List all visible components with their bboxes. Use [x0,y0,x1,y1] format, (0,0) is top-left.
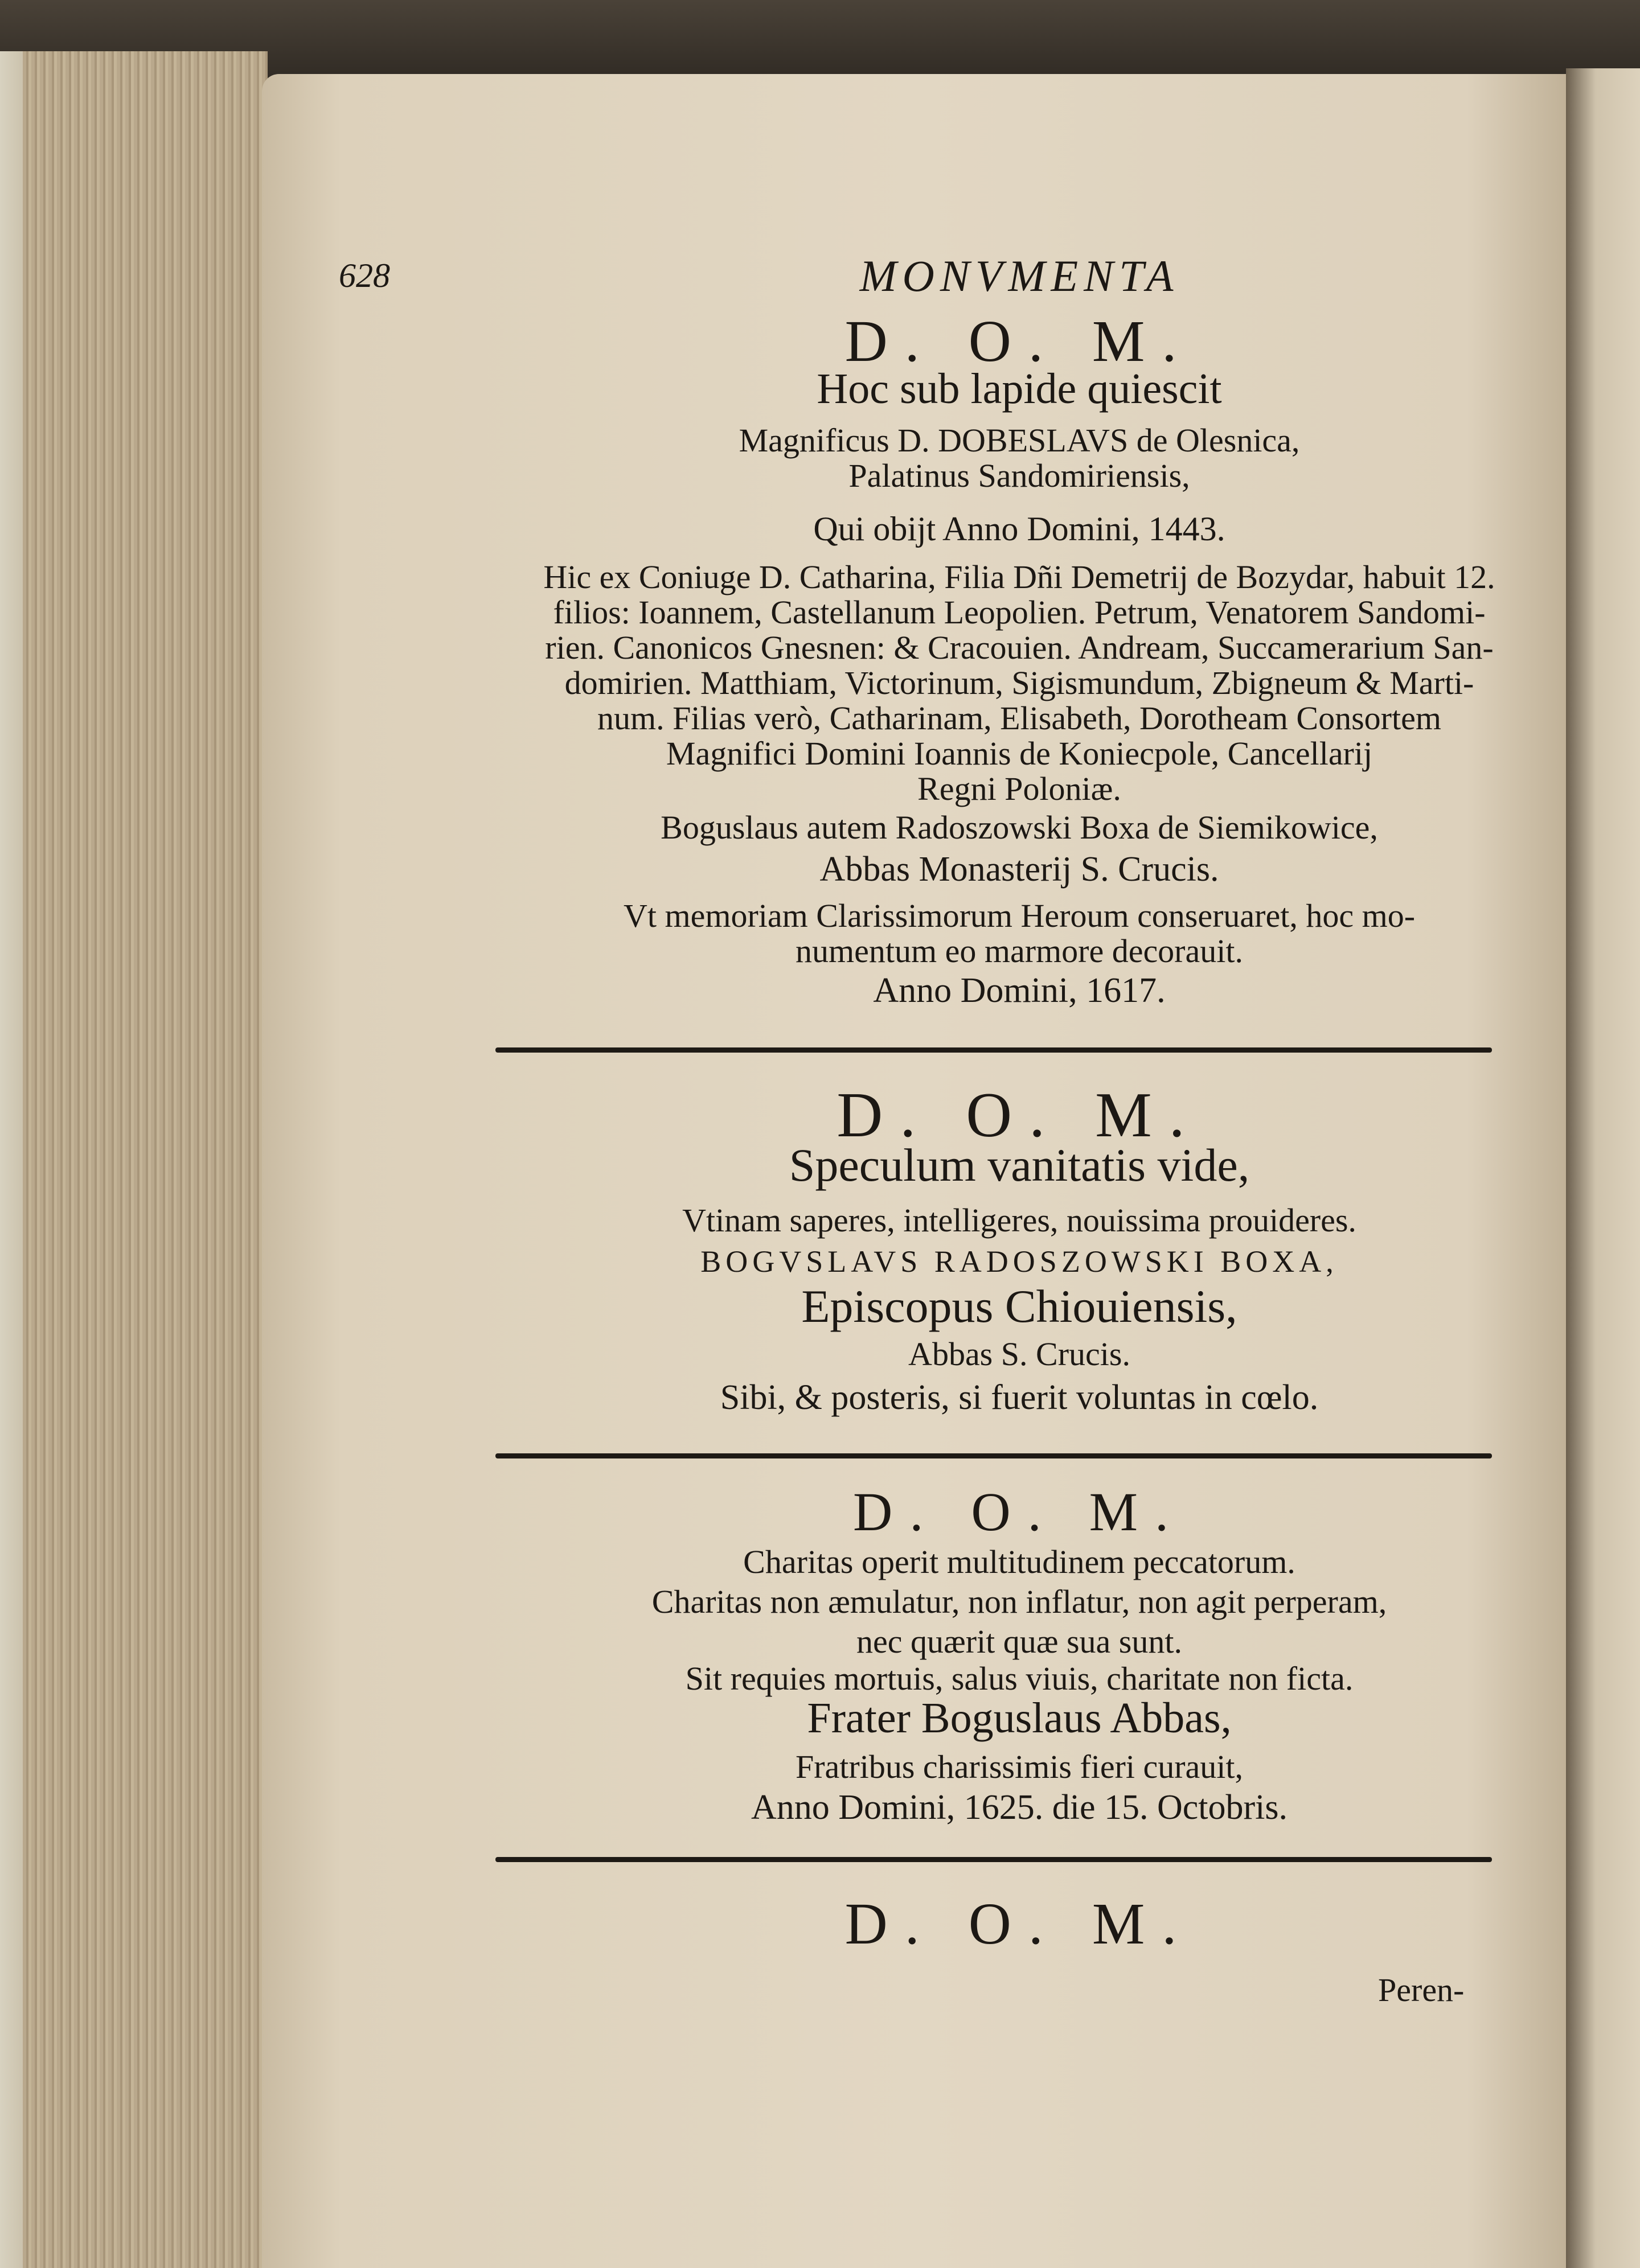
inscription1-line: domirien. Matthiam, Victorinum, Sigismundum, Zbigneum & Marti- [564,664,1474,701]
inscription1-dom: D. O. M. [844,309,1194,374]
inscription2-name: BOGVSLAVS RADOSZOWSKI BOXA, [700,1244,1338,1279]
inscription3-line: Charitas operit multitudinem peccatorum. [743,1543,1295,1580]
inscription2-line: Abbas S. Crucis. [908,1336,1130,1373]
inscription2-dom: D. O. M. [837,1080,1202,1151]
inscription1-line: Vt memoriam Clarissimorum Heroum conseruaret, hoc mo- [623,897,1416,934]
inscription1-title: Hoc sub lapide quiescit [817,365,1222,413]
inscription3-line: Sit requies mortuis, salus viuis, charitate non ficta. [685,1660,1354,1697]
catchword: Peren- [1378,1971,1465,2008]
inscription3-line: nec quærit quæ sua sunt. [856,1623,1182,1660]
inscription1-line: Magnificus D. DOBESLAVS de Olesnica, [739,422,1300,459]
inscription1-line: numentum eo marmore decorauit. [796,932,1243,969]
inscription3-name: Frater Boguslaus Abbas, [807,1694,1232,1742]
facing-page-edge [1566,68,1640,2268]
inscription4-dom: D. O. M. [844,1891,1194,1957]
page-edges [23,51,268,2268]
inscription3-date: Anno Domini, 1625. die 15. Octobris. [751,1788,1288,1827]
section-divider [495,1453,1492,1458]
inscription1-line: Regni Poloniæ. [917,770,1121,807]
inscription1-line: Hic ex Coniuge D. Catharina, Filia Dñi Demetrij de Bozydar, habuit 12. [543,558,1495,595]
section-divider [495,1047,1492,1053]
inscription3-dom: D. O. M. [852,1481,1186,1542]
inscription2-title: Speculum vanitatis vide, [789,1139,1250,1191]
inscription2-office: Episcopus Chiouiensis, [801,1280,1237,1332]
inscription2-line: Vtinam saperes, intelligeres, nouissima prouideres. [682,1202,1356,1239]
inscription1-line: num. Filias verò, Catharinam, Elisabeth, Dorotheam Consortem [597,700,1441,737]
inscription1-line: Anno Domini, 1617. [873,971,1166,1010]
inscription3-line: Fratribus charissimis fieri curauit, [795,1748,1244,1785]
inscription1-line: Magnifici Domini Ioannis de Koniecpole, Cancellarij [666,735,1373,772]
inscription1-line: rien. Canonicos Gnesnen: & Cracouien. Andream, Succamerarium San- [545,629,1494,666]
inscription1-line: filios: Ioannem, Castellanum Leopolien. Petrum, Venatorem Sandomi- [553,594,1486,631]
inscription1-line: Qui obijt Anno Domini, 1443. [813,510,1225,548]
section-divider [495,1857,1492,1862]
inscription3-line: Charitas non æmulatur, non inflatur, non agit perperam, [651,1583,1387,1620]
inscription1-line: Palatinus Sandomiriensis, [848,457,1190,494]
inscription1-line: Boguslaus autem Radoszowski Boxa de Siemikowice, [661,809,1378,846]
inscription1-line: Abbas Monasterij S. Crucis. [819,850,1219,889]
inscription2-line: Sibi, & posteris, si fuerit voluntas in cœlo. [720,1378,1319,1417]
running-title: MONVMENTA [859,251,1179,301]
page-number: 628 [339,257,390,294]
